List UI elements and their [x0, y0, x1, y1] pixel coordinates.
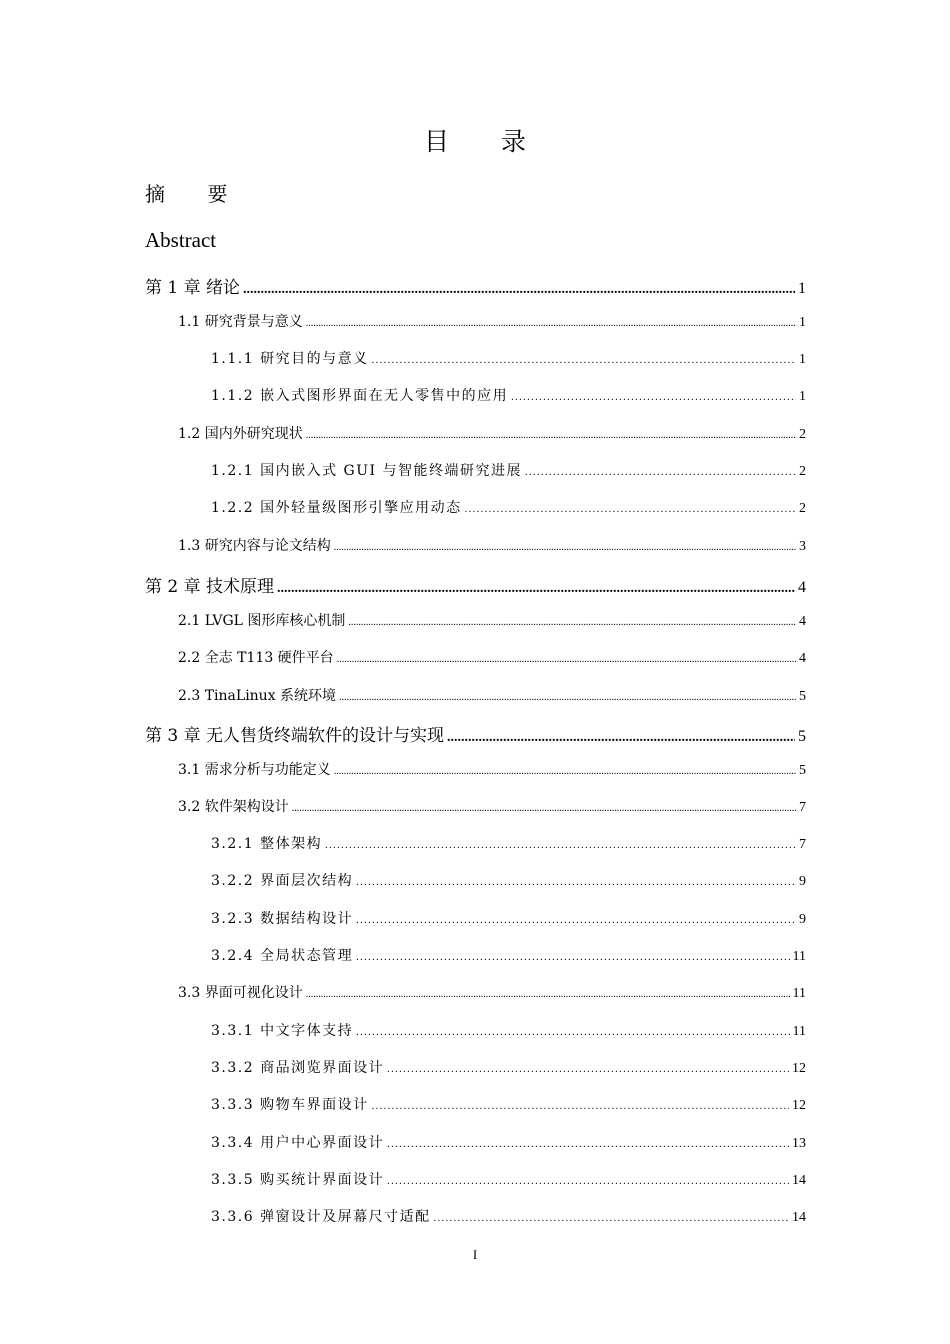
toc-entry-label: 3.2.1 整体架构	[211, 836, 323, 852]
toc-page-number: 14	[792, 1173, 806, 1188]
toc-entry-3-1[interactable]	[178, 759, 806, 779]
toc-page-number: 5	[798, 728, 806, 745]
toc-leader-dots	[277, 581, 795, 597]
toc-leader-dots	[525, 467, 796, 478]
toc-entry-1-3[interactable]	[178, 535, 806, 555]
toc-leader-dots	[356, 877, 796, 888]
toc-page-number: 11	[792, 1024, 806, 1039]
toc-entry-label: 1.3 研究内容与论文结构	[178, 538, 331, 554]
toc-page-number: 14	[792, 1210, 806, 1225]
toc-page-number: 1	[799, 389, 806, 404]
toc-entry-3-3-2[interactable]	[211, 1057, 806, 1077]
toc-entry-label: 3.2.2 界面层次结构	[211, 873, 354, 889]
toc-entry-3-3-4[interactable]	[211, 1132, 806, 1152]
toc-leader-dots	[306, 430, 796, 441]
toc-entry-3-2[interactable]	[178, 796, 806, 816]
toc-page-number: 4	[799, 651, 806, 666]
toc-leader-dots	[434, 1213, 789, 1224]
toc-entry-label: 3.2.3 数据结构设计	[211, 911, 354, 927]
toc-entry-3-3-6[interactable]	[211, 1206, 806, 1226]
toc-leader-dots	[387, 1176, 789, 1187]
toc-entry-chapter-3[interactable]	[145, 721, 806, 746]
toc-leader-dots	[292, 803, 796, 814]
abstract-en-heading[interactable]: Abstract	[145, 228, 217, 252]
toc-page-number: 11	[792, 986, 806, 1001]
toc-leader-dots	[348, 617, 796, 628]
toc-leader-dots	[387, 1064, 789, 1075]
toc-entry-label: 1.2.1 国内嵌入式 GUI 与智能终端研究进展	[211, 463, 522, 479]
toc-entry-3-2-4[interactable]	[211, 945, 806, 965]
toc-leader-dots	[511, 392, 796, 403]
toc-entry-label: 3.3.1 中文字体支持	[211, 1023, 354, 1039]
toc-page-number: 5	[799, 689, 806, 704]
toc-entry-label: 3.3.2 商品浏览界面设计	[211, 1060, 385, 1076]
toc-page-number: 5	[799, 763, 806, 778]
toc-entry-3-3[interactable]	[178, 982, 806, 1002]
toc-entry-label: 3.3 界面可视化设计	[178, 985, 303, 1001]
toc-entry-label: 2.3 TinaLinux 系统环境	[178, 688, 337, 704]
toc-entry-chapter-1[interactable]	[145, 273, 806, 298]
toc-leader-dots	[334, 542, 796, 553]
toc-leader-dots	[465, 504, 796, 515]
toc-leader-dots	[356, 1027, 789, 1038]
toc-entry-label: 3.1 需求分析与功能定义	[178, 762, 331, 778]
toc-page-number: 2	[799, 501, 806, 516]
toc-entry-3-3-5[interactable]	[211, 1169, 806, 1189]
toc-leader-dots	[372, 355, 796, 366]
toc-page-number: 4	[799, 614, 806, 629]
toc-entry-label: 1.1.2 嵌入式图形界面在无人零售中的应用	[211, 388, 509, 404]
toc-leader-dots	[325, 840, 796, 851]
toc-entry-3-2-3[interactable]	[211, 908, 806, 928]
toc-entry-label: 第 3 章 无人售货终端软件的设计与实现	[145, 726, 445, 746]
toc-entry-label: 1.2.2 国外轻量级图形引擎应用动态	[211, 500, 462, 516]
footer-page-number: I	[472, 1247, 478, 1262]
toc-entry-label: 3.2.4 全局状态管理	[211, 948, 354, 964]
toc-entry-label: 3.2 软件架构设计	[178, 799, 289, 815]
toc-entry-3-2-2[interactable]	[211, 870, 806, 890]
toc-leader-dots	[334, 766, 796, 777]
toc-leader-dots	[387, 1139, 789, 1150]
toc-entry-3-3-1[interactable]	[211, 1020, 806, 1040]
toc-page-number: 3	[799, 539, 806, 554]
toc-entry-1-2[interactable]	[178, 423, 806, 443]
toc-page-number: 4	[798, 579, 806, 596]
toc-entry-1-2-2[interactable]	[211, 497, 806, 517]
toc-page-number: 7	[799, 837, 806, 852]
toc-leader-dots	[337, 654, 796, 665]
toc-entry-label: 2.1 LVGL 图形库核心机制	[178, 613, 346, 629]
toc-leader-dots	[356, 952, 789, 963]
toc-entry-1-1-2[interactable]	[211, 385, 806, 405]
toc-entry-1-1-1[interactable]	[211, 348, 806, 368]
toc-page-number: 11	[792, 949, 806, 964]
abstract-cn-heading[interactable]: 摘 要	[145, 182, 246, 206]
toc-entry-label: 3.3.3 购物车界面设计	[211, 1097, 369, 1113]
toc-page-number: 1	[798, 280, 806, 297]
toc-entry-label: 2.2 全志 T113 硬件平台	[178, 650, 334, 666]
toc-leader-dots	[339, 692, 796, 703]
toc-entry-label: 3.3.6 弹窗设计及屏幕尺寸适配	[211, 1209, 431, 1225]
toc-page-number: 13	[792, 1136, 806, 1151]
toc-page-number: 1	[799, 352, 806, 367]
toc-leader-dots	[243, 282, 795, 298]
toc-leader-dots	[306, 989, 790, 1000]
toc-entry-3-2-1[interactable]	[211, 833, 806, 853]
toc-entry-label: 3.3.5 购买统计界面设计	[211, 1172, 385, 1188]
toc-page-number: 1	[799, 315, 806, 330]
toc-entry-label: 1.2 国内外研究现状	[178, 426, 303, 442]
toc-page-number: 9	[799, 912, 806, 927]
toc-leader-dots	[372, 1101, 789, 1112]
toc-entry-2-2[interactable]	[178, 647, 806, 667]
toc-entry-label: 3.3.4 用户中心界面设计	[211, 1135, 385, 1151]
toc-entry-label: 第 2 章 技术原理	[145, 577, 275, 597]
toc-entry-3-3-3[interactable]	[211, 1094, 806, 1114]
toc-entry-1-2-1[interactable]	[211, 460, 806, 480]
toc-page-number: 12	[792, 1061, 806, 1076]
toc-leader-dots	[447, 730, 795, 746]
toc-page-number: 9	[799, 874, 806, 889]
toc-page-number: 7	[799, 800, 806, 815]
toc-entry-1-1[interactable]	[178, 311, 806, 331]
toc-entry-2-1[interactable]	[178, 610, 806, 630]
toc-leader-dots	[306, 318, 796, 329]
toc-entry-label: 第 1 章 绪论	[145, 278, 241, 298]
toc-leader-dots	[356, 915, 796, 926]
toc-page-number: 12	[792, 1098, 806, 1113]
toc-entry-label: 1.1.1 研究目的与意义	[211, 351, 369, 367]
toc-page-number: 2	[799, 464, 806, 479]
toc-title: 目 录	[424, 127, 548, 156]
toc-entry-chapter-2[interactable]	[145, 572, 806, 597]
toc-entry-2-3[interactable]	[178, 685, 806, 705]
toc-entry-label: 1.1 研究背景与意义	[178, 314, 303, 330]
toc-page-number: 2	[799, 427, 806, 442]
